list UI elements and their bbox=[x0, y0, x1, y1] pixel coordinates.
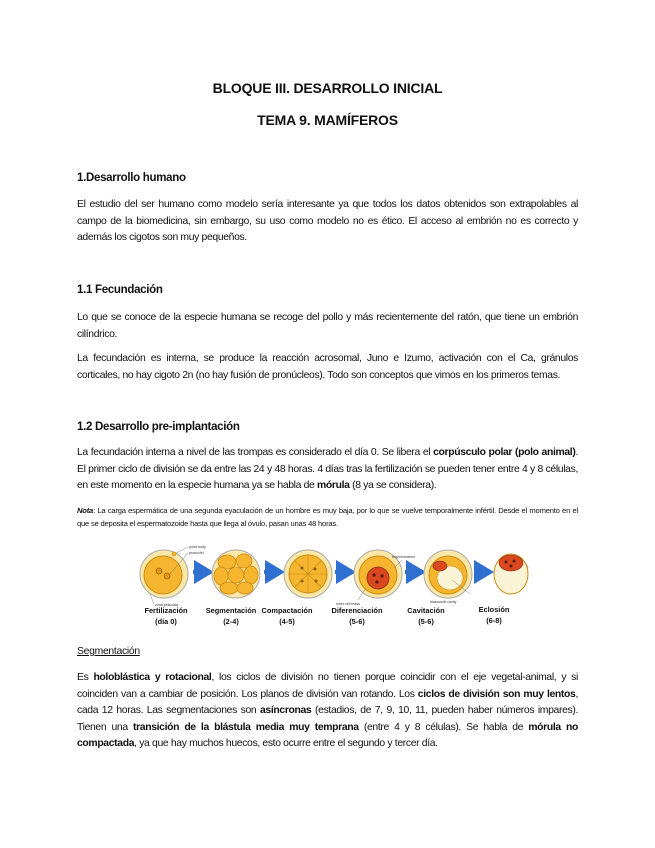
stage-differentiation-embryo bbox=[336, 550, 415, 606]
paragraph-segmentacion: Es holoblástica y rotacional, los ciclos de división no tienen porque coincidir con el eje vegetal-animal, y si coinciden van a cambiar de posición. Los planos de división van rotando. Los ciclos de división son muy lentos, cada 12 horas. Las segmentaciones son asíncronas (estadios, de 7, 9, 10, 11, pueden haber números impares). Tienen una transición de la blástula media muy temprana (entre 4 y 8 células). Se habla de mórula no compactada, ya que hay muchos huecos, esto ocurre entre el segundo y tercer día. bbox=[77, 672, 579, 750]
polar-body-label: polar body bbox=[189, 545, 206, 549]
section-heading-preimplantacion: 1.2 Desarrollo pre-implantación bbox=[77, 421, 240, 433]
stage-caption: Eclosión (6-8) bbox=[478, 605, 510, 625]
subheading-segmentacion: Segmentación bbox=[77, 646, 140, 657]
stage-compaction-embryo bbox=[284, 550, 332, 598]
stage-hatching-embryo bbox=[494, 554, 528, 594]
stage-cleavage-embryo bbox=[212, 550, 260, 598]
section-heading-desarrollo-humano: 1.Desarrollo humano bbox=[77, 172, 186, 184]
zona-label: zona pellucida bbox=[155, 603, 178, 607]
section-heading-fecundacion: 1.1 Fecundación bbox=[77, 284, 163, 296]
paragraph-fecundacion-2: La fecundación es interna, se produce la reacción acrosomal, Juno e Izumo, activación con el Ca, gránulos corticales, no hay cigoto 2n (no hay fusión de pronúcleos). Todo son conceptos que vimos en los primeros temas. bbox=[77, 353, 578, 381]
stage-caption: Cavitación (5-6) bbox=[407, 606, 445, 626]
paragraph-desarrollo-humano: El estudio del ser humano como modelo sería interesante ya que todos los datos obtenidos son extrapolables al campo de la biomedicina, sin embargo, su uso como modelo no es ético. El acceso al embrión no es correcto y además los cigotos son muy pequeños. bbox=[77, 199, 578, 244]
blastocoel-label: blastocoel cavity bbox=[430, 600, 457, 604]
block-title: BLOQUE III. DESARROLLO INICIAL bbox=[212, 80, 443, 96]
paragraph-fecundacion-1: Lo que se conoce de la especie humana se recoge del pollo y más recientemente del ratón, que tiene un embrión cilíndrico. bbox=[77, 312, 578, 340]
stage-fertilization-embryo bbox=[140, 545, 206, 607]
stage-caption: Compactación (4-5) bbox=[261, 606, 313, 626]
topic-title: TEMA 9. MAMÍFEROS bbox=[257, 112, 398, 128]
stage-caption: Fertilización (día 0) bbox=[144, 606, 188, 626]
inner-cell-label: inner cell mass bbox=[336, 602, 360, 606]
pronuclei-label: pronuclei bbox=[189, 551, 204, 555]
paragraph-preimplantacion: La fecundación interna a nivel de las trompas es considerado el día 0. Se libera el corpúsculo polar (polo animal). El primer ciclo de división se da entre las 24 y 48 horas. 4 días tras la fertilización se pueden tener entre 4 y 8 células, en este momento en la especie humana ya se habla de mórula (8 ya se considera). bbox=[77, 447, 578, 492]
note-paragraph: Nota: La carga espermática de una segunda eyaculación de un hombre es muy baja, por lo que se vuelve temporalmente infértil. Desde el momento en el que se deposita el espermatozoide hasta que llega al óvulo, pasan unas 48 horas. bbox=[77, 506, 578, 528]
trophectoderm-label: trophectoderm bbox=[392, 555, 416, 559]
stage-caption: Segmentación (2-4) bbox=[205, 606, 257, 626]
stage-cavitation-embryo bbox=[424, 550, 472, 604]
stage-caption: Diferenciación (5-6) bbox=[331, 606, 383, 626]
